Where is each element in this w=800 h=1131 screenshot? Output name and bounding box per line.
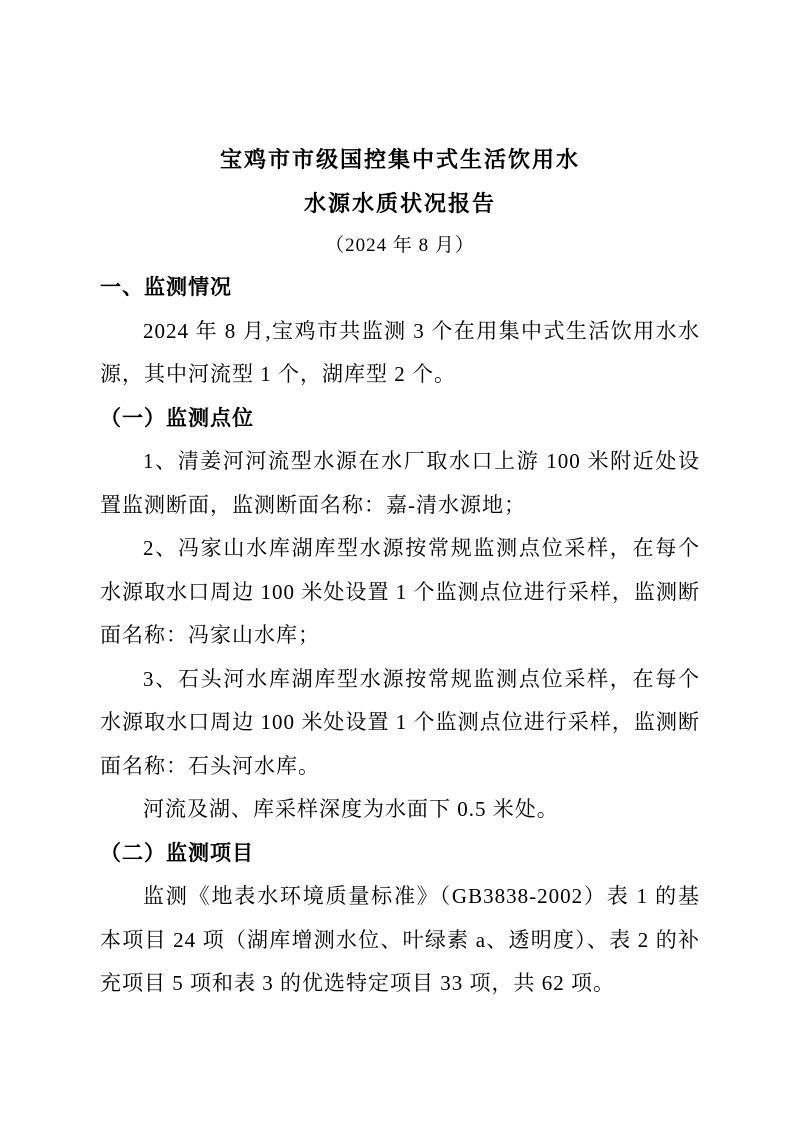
paragraph-monitoring-summary: 2024 年 8 月,宝鸡市共监测 3 个在用集中式生活饮用水水源，其中河流型 1 个，湖库型 2 个。 (100, 318, 700, 386)
subsection-heading-monitoring-items: （二）监测项目 (100, 840, 254, 865)
section-heading-monitoring-overview: 一、监测情况 (100, 276, 232, 299)
paragraph-point-fengjiashan-reservoir: 2、冯家山水库湖库型水源按常规监测点位采样，在每个水源取水口周边 100 米处设置 1 个监测点位进行采样，监测断面名称：冯家山水库； (100, 536, 700, 647)
document-title-line1: 宝鸡市市级国控集中式生活饮用水 (219, 147, 580, 172)
subsection-heading-monitoring-points: （一）监测点位 (100, 405, 254, 430)
paragraph-sampling-depth: 河流及湖、库采样深度为水面下 0.5 米处。 (143, 797, 559, 821)
document-date: （2024 年 8 月） (325, 235, 475, 256)
paragraph-point-qingjiang-river: 1、清姜河河流型水源在水厂取水口上游 100 米附近处设置监测断面，监测断面名称：嘉-清水源地； (100, 449, 700, 517)
paragraph-monitoring-items-detail: 监测《地表水环境质量标准》（GB3838-2002）表 1 的基本项目 24 项（湖库增测水位、叶绿素 a、透明度）、表 2 的补充项目 5 项和表 3 的优选特定项目 33 项，共 62 项。 (100, 884, 700, 995)
document-title-line2: 水源水质状况报告 (303, 191, 496, 216)
paragraph-point-shitouhe-reservoir: 3、石头河水库湖库型水源按常规监测点位采样，在每个水源取水口周边 100 米处设置 1 个监测点位进行采样，监测断面名称：石头河水库。 (100, 666, 700, 778)
